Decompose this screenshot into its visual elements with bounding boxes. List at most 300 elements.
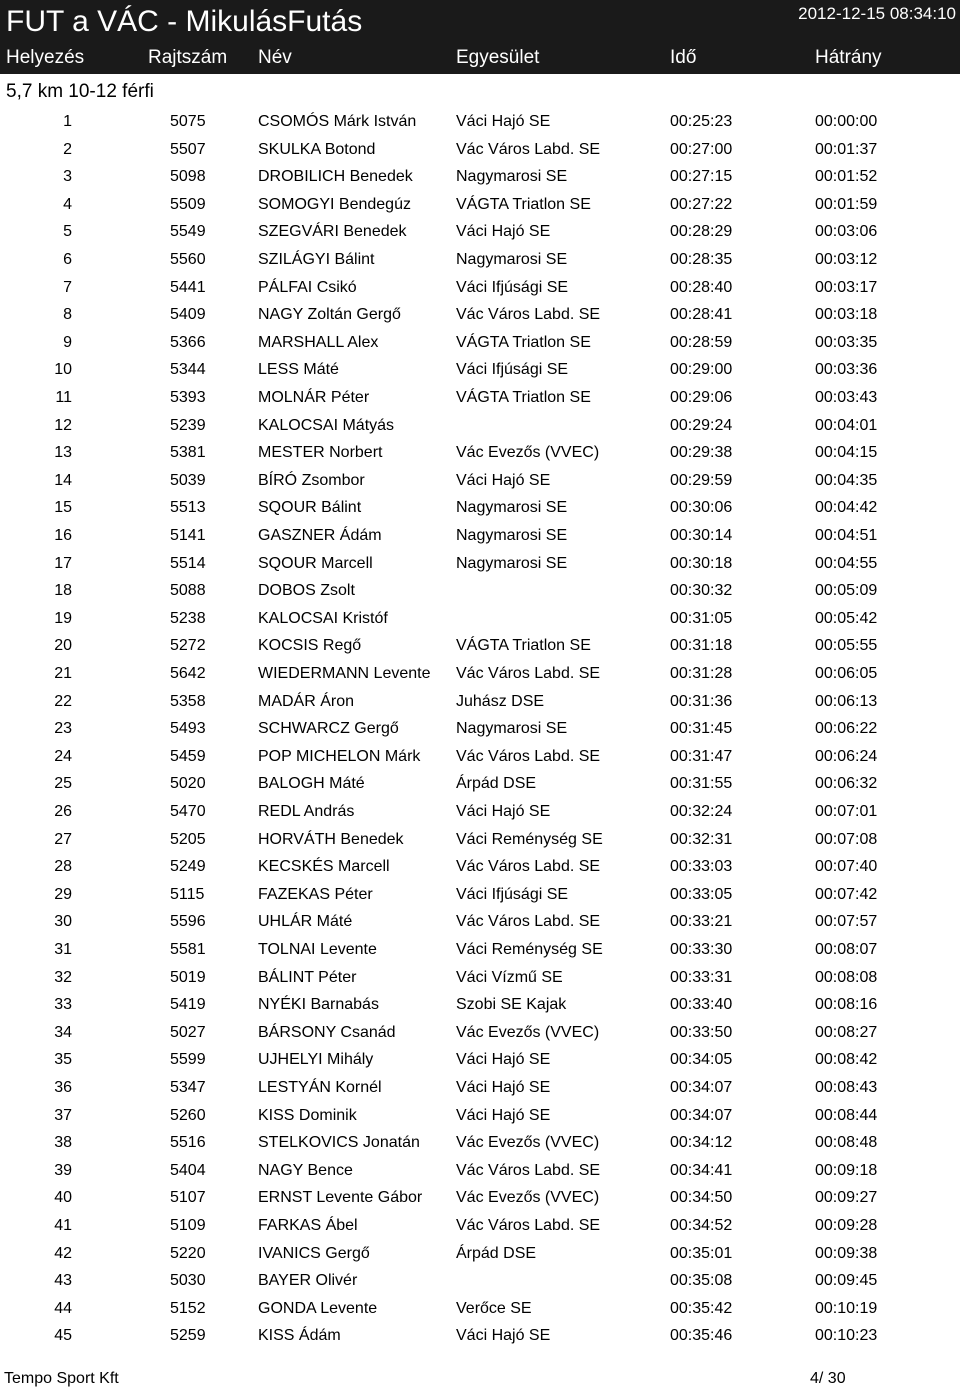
table-row <box>0 715 960 742</box>
result-name: HORVÁTH Benedek <box>258 830 404 848</box>
result-position: 42 <box>54 1244 72 1262</box>
result-club: Vác Város Labd. SE <box>456 913 601 931</box>
result-club: Vác Város Labd. SE <box>456 747 601 765</box>
result-time: 00:31:45 <box>670 720 733 738</box>
result-gap: 00:04:01 <box>815 416 878 434</box>
result-time: 00:29:38 <box>670 444 733 462</box>
result-time: 00:33:31 <box>670 968 733 986</box>
result-bib: 5381 <box>170 444 206 462</box>
result-gap: 00:09:18 <box>815 1161 878 1179</box>
result-gap: 00:03:43 <box>815 389 878 406</box>
result-name: KISS Ádám <box>258 1327 341 1345</box>
result-bib: 5599 <box>170 1051 206 1069</box>
table-row <box>0 467 960 494</box>
result-name: BALOGH Máté <box>258 775 365 793</box>
result-position: 44 <box>54 1299 72 1317</box>
result-position: 14 <box>54 471 72 489</box>
result-position: 4 <box>63 195 72 213</box>
result-time: 00:28:40 <box>670 278 733 296</box>
footer-page-number: 4/ 30 <box>810 1370 846 1387</box>
result-time: 00:34:07 <box>670 1079 733 1096</box>
result-bib: 5238 <box>170 609 206 627</box>
result-name: KALOCSAI Kristóf <box>258 609 388 627</box>
result-bib: 5272 <box>170 637 206 655</box>
result-time: 00:27:22 <box>670 195 733 213</box>
result-position: 20 <box>54 637 72 655</box>
result-name: SKULKA Botond <box>258 140 376 158</box>
result-time: 00:34:07 <box>670 1106 733 1124</box>
result-gap: 00:08:43 <box>815 1079 878 1096</box>
result-time: 00:33:05 <box>670 885 733 903</box>
result-gap: 00:03:12 <box>815 251 878 268</box>
result-position: 6 <box>63 251 72 268</box>
result-gap: 00:07:08 <box>815 830 878 848</box>
table-row <box>0 136 960 163</box>
result-bib: 5027 <box>170 1023 206 1041</box>
result-name: KISS Dominik <box>258 1106 357 1124</box>
result-name: BÁRSONY Csanád <box>258 1023 396 1041</box>
result-gap: 00:05:09 <box>815 582 878 600</box>
result-club: Vác Evezős (VVEC) <box>456 1023 600 1041</box>
result-gap: 00:08:44 <box>815 1106 878 1124</box>
column-header-bib: Rajtszám <box>148 47 228 68</box>
result-bib: 5642 <box>170 665 206 682</box>
result-name: POP MICHELON Márk <box>258 747 421 765</box>
column-header-name: Név <box>258 47 292 68</box>
result-club: Nagymarosi SE <box>456 554 568 572</box>
result-time: 00:33:40 <box>670 996 733 1014</box>
result-time: 00:34:52 <box>670 1217 733 1234</box>
result-gap: 00:06:13 <box>815 692 878 710</box>
result-time: 00:29:59 <box>670 471 733 489</box>
result-club: Váci Hajó SE <box>456 1051 551 1069</box>
column-header-gap: Hátrány <box>815 47 882 68</box>
result-time: 00:34:41 <box>670 1161 733 1179</box>
result-time: 00:29:06 <box>670 389 733 406</box>
table-row <box>0 936 960 963</box>
result-club: Vác Város Labd. SE <box>456 858 601 876</box>
result-club: Vác Város Labd. SE <box>456 665 601 682</box>
result-gap: 00:04:51 <box>815 527 878 544</box>
result-time: 00:31:36 <box>670 692 733 710</box>
result-bib: 5088 <box>170 582 206 600</box>
result-name: FARKAS Ábel <box>258 1217 358 1234</box>
result-gap: 00:03:35 <box>815 333 878 351</box>
result-name: SQOUR Bálint <box>258 499 362 517</box>
result-position: 30 <box>54 913 72 931</box>
result-position: 17 <box>54 554 72 572</box>
result-club: Váci Hajó SE <box>456 1327 551 1345</box>
result-club: Nagymarosi SE <box>456 251 568 268</box>
result-position: 18 <box>54 582 72 600</box>
result-club: Váci Reménység SE <box>456 941 603 958</box>
result-gap: 00:05:42 <box>815 609 878 627</box>
result-gap: 00:07:01 <box>815 803 878 820</box>
result-club: Váci Hajó SE <box>456 803 551 820</box>
result-position: 12 <box>54 416 72 434</box>
table-row <box>0 108 960 135</box>
table-row <box>0 218 960 245</box>
result-club: VÁGTA Triatlon SE <box>456 637 591 655</box>
footer-company: Tempo Sport Kft <box>4 1370 119 1387</box>
result-club: Vác Város Labd. SE <box>456 1161 601 1179</box>
result-club: Vác Evezős (VVEC) <box>456 444 600 462</box>
result-bib: 5441 <box>170 278 206 296</box>
result-name: DOBOS Zsolt <box>258 582 355 600</box>
page-title: FUT a VÁC - MikulásFutás <box>6 5 363 38</box>
table-row <box>0 1240 960 1267</box>
result-gap: 00:04:42 <box>815 499 878 517</box>
result-position: 29 <box>54 885 72 903</box>
result-name: MOLNÁR Péter <box>258 389 370 406</box>
result-position: 33 <box>54 996 72 1014</box>
result-club: Nagymarosi SE <box>456 499 568 517</box>
result-club: VÁGTA Triatlon SE <box>456 333 591 351</box>
result-bib: 5098 <box>170 168 206 186</box>
result-gap: 00:07:42 <box>815 885 878 903</box>
result-position: 2 <box>63 140 72 158</box>
table-row <box>0 1157 960 1184</box>
result-bib: 5358 <box>170 692 206 710</box>
result-name: LESTYÁN Kornél <box>258 1079 382 1096</box>
result-gap: 00:00:00 <box>815 113 878 130</box>
result-name: NAGY Bence <box>258 1161 353 1179</box>
result-bib: 5039 <box>170 471 206 489</box>
result-gap: 00:09:38 <box>815 1244 878 1262</box>
result-bib: 5109 <box>170 1217 206 1234</box>
result-time: 00:31:55 <box>670 775 733 793</box>
result-name: KOCSIS Regő <box>258 637 362 655</box>
result-bib: 5470 <box>170 803 206 820</box>
table-row <box>0 1295 960 1322</box>
result-gap: 00:07:40 <box>815 858 878 876</box>
result-time: 00:28:41 <box>670 306 733 324</box>
table-row <box>0 853 960 880</box>
result-time: 00:30:18 <box>670 554 733 572</box>
result-name: NYÉKI Barnabás <box>258 996 379 1014</box>
result-name: FAZEKAS Péter <box>258 885 373 903</box>
result-bib: 5075 <box>170 113 206 130</box>
result-name: GASZNER Ádám <box>258 527 382 544</box>
result-position: 9 <box>63 333 72 351</box>
result-time: 00:31:47 <box>670 747 733 765</box>
result-time: 00:34:50 <box>670 1189 733 1207</box>
result-club: Váci Hajó SE <box>456 1079 551 1096</box>
table-row <box>0 1074 960 1101</box>
result-position: 23 <box>54 720 72 738</box>
result-position: 31 <box>54 941 72 958</box>
table-row <box>0 163 960 190</box>
result-club: Váci Ifjúsági SE <box>456 278 569 296</box>
result-gap: 00:08:16 <box>815 996 878 1014</box>
result-position: 3 <box>63 168 72 186</box>
table-row <box>0 1129 960 1156</box>
table-row <box>0 274 960 301</box>
result-position: 19 <box>54 609 72 627</box>
column-header-time: Idő <box>670 47 697 68</box>
result-bib: 5409 <box>170 306 206 324</box>
result-time: 00:29:00 <box>670 361 733 379</box>
result-club: Verőce SE <box>456 1299 532 1317</box>
result-time: 00:33:03 <box>670 858 733 876</box>
result-name: UHLÁR Máté <box>258 913 353 931</box>
result-name: PÁLFAI Csikó <box>258 278 357 296</box>
table-row <box>0 743 960 770</box>
result-position: 8 <box>63 306 72 324</box>
result-bib: 5516 <box>170 1134 206 1152</box>
result-time: 00:33:21 <box>670 913 733 931</box>
result-name: BAYER Olivér <box>258 1272 358 1290</box>
table-row <box>0 991 960 1018</box>
result-gap: 00:06:32 <box>815 775 878 793</box>
result-gap: 00:04:35 <box>815 471 878 489</box>
result-position: 27 <box>54 830 72 848</box>
result-gap: 00:05:55 <box>815 637 878 655</box>
result-position: 11 <box>55 389 72 406</box>
result-club: Szobi SE Kajak <box>456 996 567 1014</box>
column-header-club: Egyesület <box>456 47 540 68</box>
table-row <box>0 1267 960 1294</box>
result-name: GONDA Levente <box>258 1299 378 1317</box>
column-header-position: Helyezés <box>6 47 85 68</box>
result-gap: 00:09:28 <box>815 1217 878 1234</box>
result-name: DROBILICH Benedek <box>258 168 413 186</box>
result-gap: 00:10:19 <box>815 1299 878 1317</box>
result-club: Váci Hajó SE <box>456 113 551 130</box>
result-position: 41 <box>54 1217 72 1234</box>
table-row <box>0 688 960 715</box>
result-time: 00:28:35 <box>670 251 733 268</box>
result-position: 26 <box>54 803 72 820</box>
table-row <box>0 356 960 383</box>
result-club: VÁGTA Triatlon SE <box>456 389 591 406</box>
result-club: Vác Város Labd. SE <box>456 306 601 324</box>
result-gap: 00:06:22 <box>815 720 878 738</box>
result-bib: 5152 <box>170 1299 206 1317</box>
result-time: 00:25:23 <box>670 113 733 130</box>
result-gap: 00:06:24 <box>815 747 878 765</box>
result-position: 28 <box>54 858 72 876</box>
result-time: 00:34:12 <box>670 1134 733 1152</box>
table-row <box>0 494 960 521</box>
table-row <box>0 1184 960 1211</box>
result-name: MESTER Norbert <box>258 444 383 462</box>
result-time: 00:28:29 <box>670 223 733 241</box>
table-row <box>0 384 960 411</box>
result-name: LESS Máté <box>258 361 339 379</box>
result-bib: 5514 <box>170 554 206 572</box>
result-gap: 00:04:15 <box>815 444 878 462</box>
result-club: Nagymarosi SE <box>456 527 568 544</box>
result-name: BÍRÓ Zsombor <box>258 471 365 489</box>
result-gap: 00:08:42 <box>815 1051 878 1069</box>
result-time: 00:34:05 <box>670 1051 733 1069</box>
result-gap: 00:08:48 <box>815 1134 878 1152</box>
table-row <box>0 660 960 687</box>
result-club: Váci Vízmű SE <box>456 968 563 986</box>
table-row <box>0 605 960 632</box>
result-name: SZILÁGYI Bálint <box>258 251 375 268</box>
result-name: KECSKÉS Marcell <box>258 858 390 876</box>
result-name: TOLNAI Levente <box>258 941 377 958</box>
result-club: Árpád DSE <box>456 1244 537 1262</box>
table-row <box>0 412 960 439</box>
result-bib: 5249 <box>170 858 206 876</box>
result-club: Váci Reménység SE <box>456 830 603 848</box>
result-time: 00:30:14 <box>670 527 733 544</box>
result-position: 15 <box>54 499 72 517</box>
result-bib: 5205 <box>170 830 206 848</box>
result-bib: 5141 <box>170 527 206 544</box>
result-bib: 5581 <box>170 941 206 958</box>
result-bib: 5220 <box>170 1244 206 1262</box>
result-position: 43 <box>54 1272 72 1290</box>
result-position: 5 <box>63 223 72 241</box>
table-row <box>0 1322 960 1349</box>
result-bib: 5344 <box>170 361 206 379</box>
result-gap: 00:01:59 <box>815 195 878 213</box>
table-row <box>0 964 960 991</box>
result-bib: 5259 <box>170 1327 206 1345</box>
result-gap: 00:08:08 <box>815 968 878 986</box>
result-gap: 00:07:57 <box>815 913 878 931</box>
result-position: 16 <box>54 527 72 544</box>
result-name: STELKOVICS Jonatán <box>258 1134 420 1152</box>
table-row <box>0 826 960 853</box>
result-time: 00:35:42 <box>670 1299 733 1317</box>
result-name: SCHWARCZ Gergő <box>258 720 399 738</box>
result-club: VÁGTA Triatlon SE <box>456 195 591 213</box>
result-name: BÁLINT Péter <box>258 968 357 986</box>
result-position: 37 <box>54 1106 72 1124</box>
result-position: 45 <box>54 1327 72 1345</box>
table-row <box>0 1019 960 1046</box>
result-time: 00:31:18 <box>670 637 733 655</box>
result-bib: 5507 <box>170 140 206 158</box>
result-bib: 5366 <box>170 333 206 351</box>
result-time: 00:30:32 <box>670 582 733 600</box>
result-time: 00:31:28 <box>670 665 733 682</box>
result-position: 25 <box>54 775 72 793</box>
result-position: 21 <box>54 665 72 682</box>
result-position: 22 <box>54 692 72 710</box>
result-bib: 5513 <box>170 499 206 517</box>
result-bib: 5404 <box>170 1161 206 1179</box>
table-row <box>0 439 960 466</box>
result-position: 35 <box>54 1051 72 1069</box>
table-row <box>0 522 960 549</box>
result-club: Árpád DSE <box>456 775 537 793</box>
result-position: 10 <box>54 361 72 379</box>
result-position: 38 <box>54 1134 72 1152</box>
result-name: MARSHALL Alex <box>258 333 379 351</box>
result-bib: 5419 <box>170 996 206 1014</box>
result-club: Vác Város Labd. SE <box>456 1217 601 1234</box>
result-club: Vác Evezős (VVEC) <box>456 1189 600 1207</box>
result-time: 00:27:15 <box>670 168 733 186</box>
table-row <box>0 881 960 908</box>
result-gap: 00:06:05 <box>815 665 878 682</box>
result-time: 00:33:30 <box>670 941 733 958</box>
result-bib: 5347 <box>170 1079 206 1096</box>
result-gap: 00:09:27 <box>815 1189 878 1207</box>
result-position: 13 <box>54 444 72 462</box>
result-club: Nagymarosi SE <box>456 168 568 186</box>
result-club: Vác Evezős (VVEC) <box>456 1134 600 1152</box>
result-position: 1 <box>63 113 72 130</box>
result-name: UJHELYI Mihály <box>258 1051 374 1069</box>
result-bib: 5549 <box>170 223 206 241</box>
result-position: 40 <box>54 1189 72 1207</box>
result-time: 00:28:59 <box>670 333 733 351</box>
table-row <box>0 329 960 356</box>
result-name: CSOMÓS Márk István <box>258 113 417 130</box>
result-name: WIEDERMANN Levente <box>258 665 431 682</box>
result-club: Vác Város Labd. SE <box>456 140 601 158</box>
result-bib: 5020 <box>170 775 206 793</box>
result-bib: 5393 <box>170 389 206 406</box>
table-row <box>0 770 960 797</box>
table-row <box>0 1046 960 1073</box>
result-club: Juhász DSE <box>456 692 545 710</box>
result-position: 39 <box>54 1161 72 1179</box>
result-position: 32 <box>54 968 72 986</box>
table-row <box>0 908 960 935</box>
result-name: REDL András <box>258 803 355 820</box>
category-heading: 5,7 km 10-12 férfi <box>6 81 154 102</box>
result-time: 00:32:24 <box>670 803 733 820</box>
result-bib: 5030 <box>170 1272 206 1290</box>
result-time: 00:35:01 <box>670 1244 733 1262</box>
table-row <box>0 798 960 825</box>
result-gap: 00:10:23 <box>815 1327 878 1345</box>
result-bib: 5019 <box>170 968 206 986</box>
result-club: Váci Hajó SE <box>456 223 551 241</box>
result-club: Nagymarosi SE <box>456 720 568 738</box>
result-gap: 00:08:07 <box>815 941 878 958</box>
result-position: 7 <box>63 278 72 296</box>
result-time: 00:33:50 <box>670 1023 733 1041</box>
result-gap: 00:01:52 <box>815 168 878 186</box>
result-gap: 00:03:17 <box>815 278 878 296</box>
result-gap: 00:03:18 <box>815 306 878 324</box>
result-club: Váci Ifjúsági SE <box>456 361 569 379</box>
table-row <box>0 301 960 328</box>
table-row <box>0 246 960 273</box>
table-row <box>0 550 960 577</box>
result-gap: 00:09:45 <box>815 1272 878 1290</box>
table-row <box>0 1212 960 1239</box>
result-bib: 5459 <box>170 747 206 765</box>
table-row <box>0 191 960 218</box>
result-time: 00:35:08 <box>670 1272 733 1290</box>
result-time: 00:32:31 <box>670 830 733 848</box>
result-bib: 5596 <box>170 913 206 931</box>
result-gap: 00:01:37 <box>815 140 878 158</box>
page-header <box>0 0 960 74</box>
table-row <box>0 632 960 659</box>
result-time: 00:29:24 <box>670 416 733 434</box>
result-position: 36 <box>54 1079 72 1096</box>
result-time: 00:31:05 <box>670 609 733 627</box>
table-row <box>0 577 960 604</box>
result-time: 00:30:06 <box>670 499 733 517</box>
result-name: ERNST Levente Gábor <box>258 1189 423 1207</box>
result-club: Váci Ifjúsági SE <box>456 885 569 903</box>
result-name: IVANICS Gergő <box>258 1244 370 1262</box>
timestamp: 2012-12-15 08:34:10 <box>798 4 956 23</box>
result-gap: 00:04:55 <box>815 554 878 572</box>
